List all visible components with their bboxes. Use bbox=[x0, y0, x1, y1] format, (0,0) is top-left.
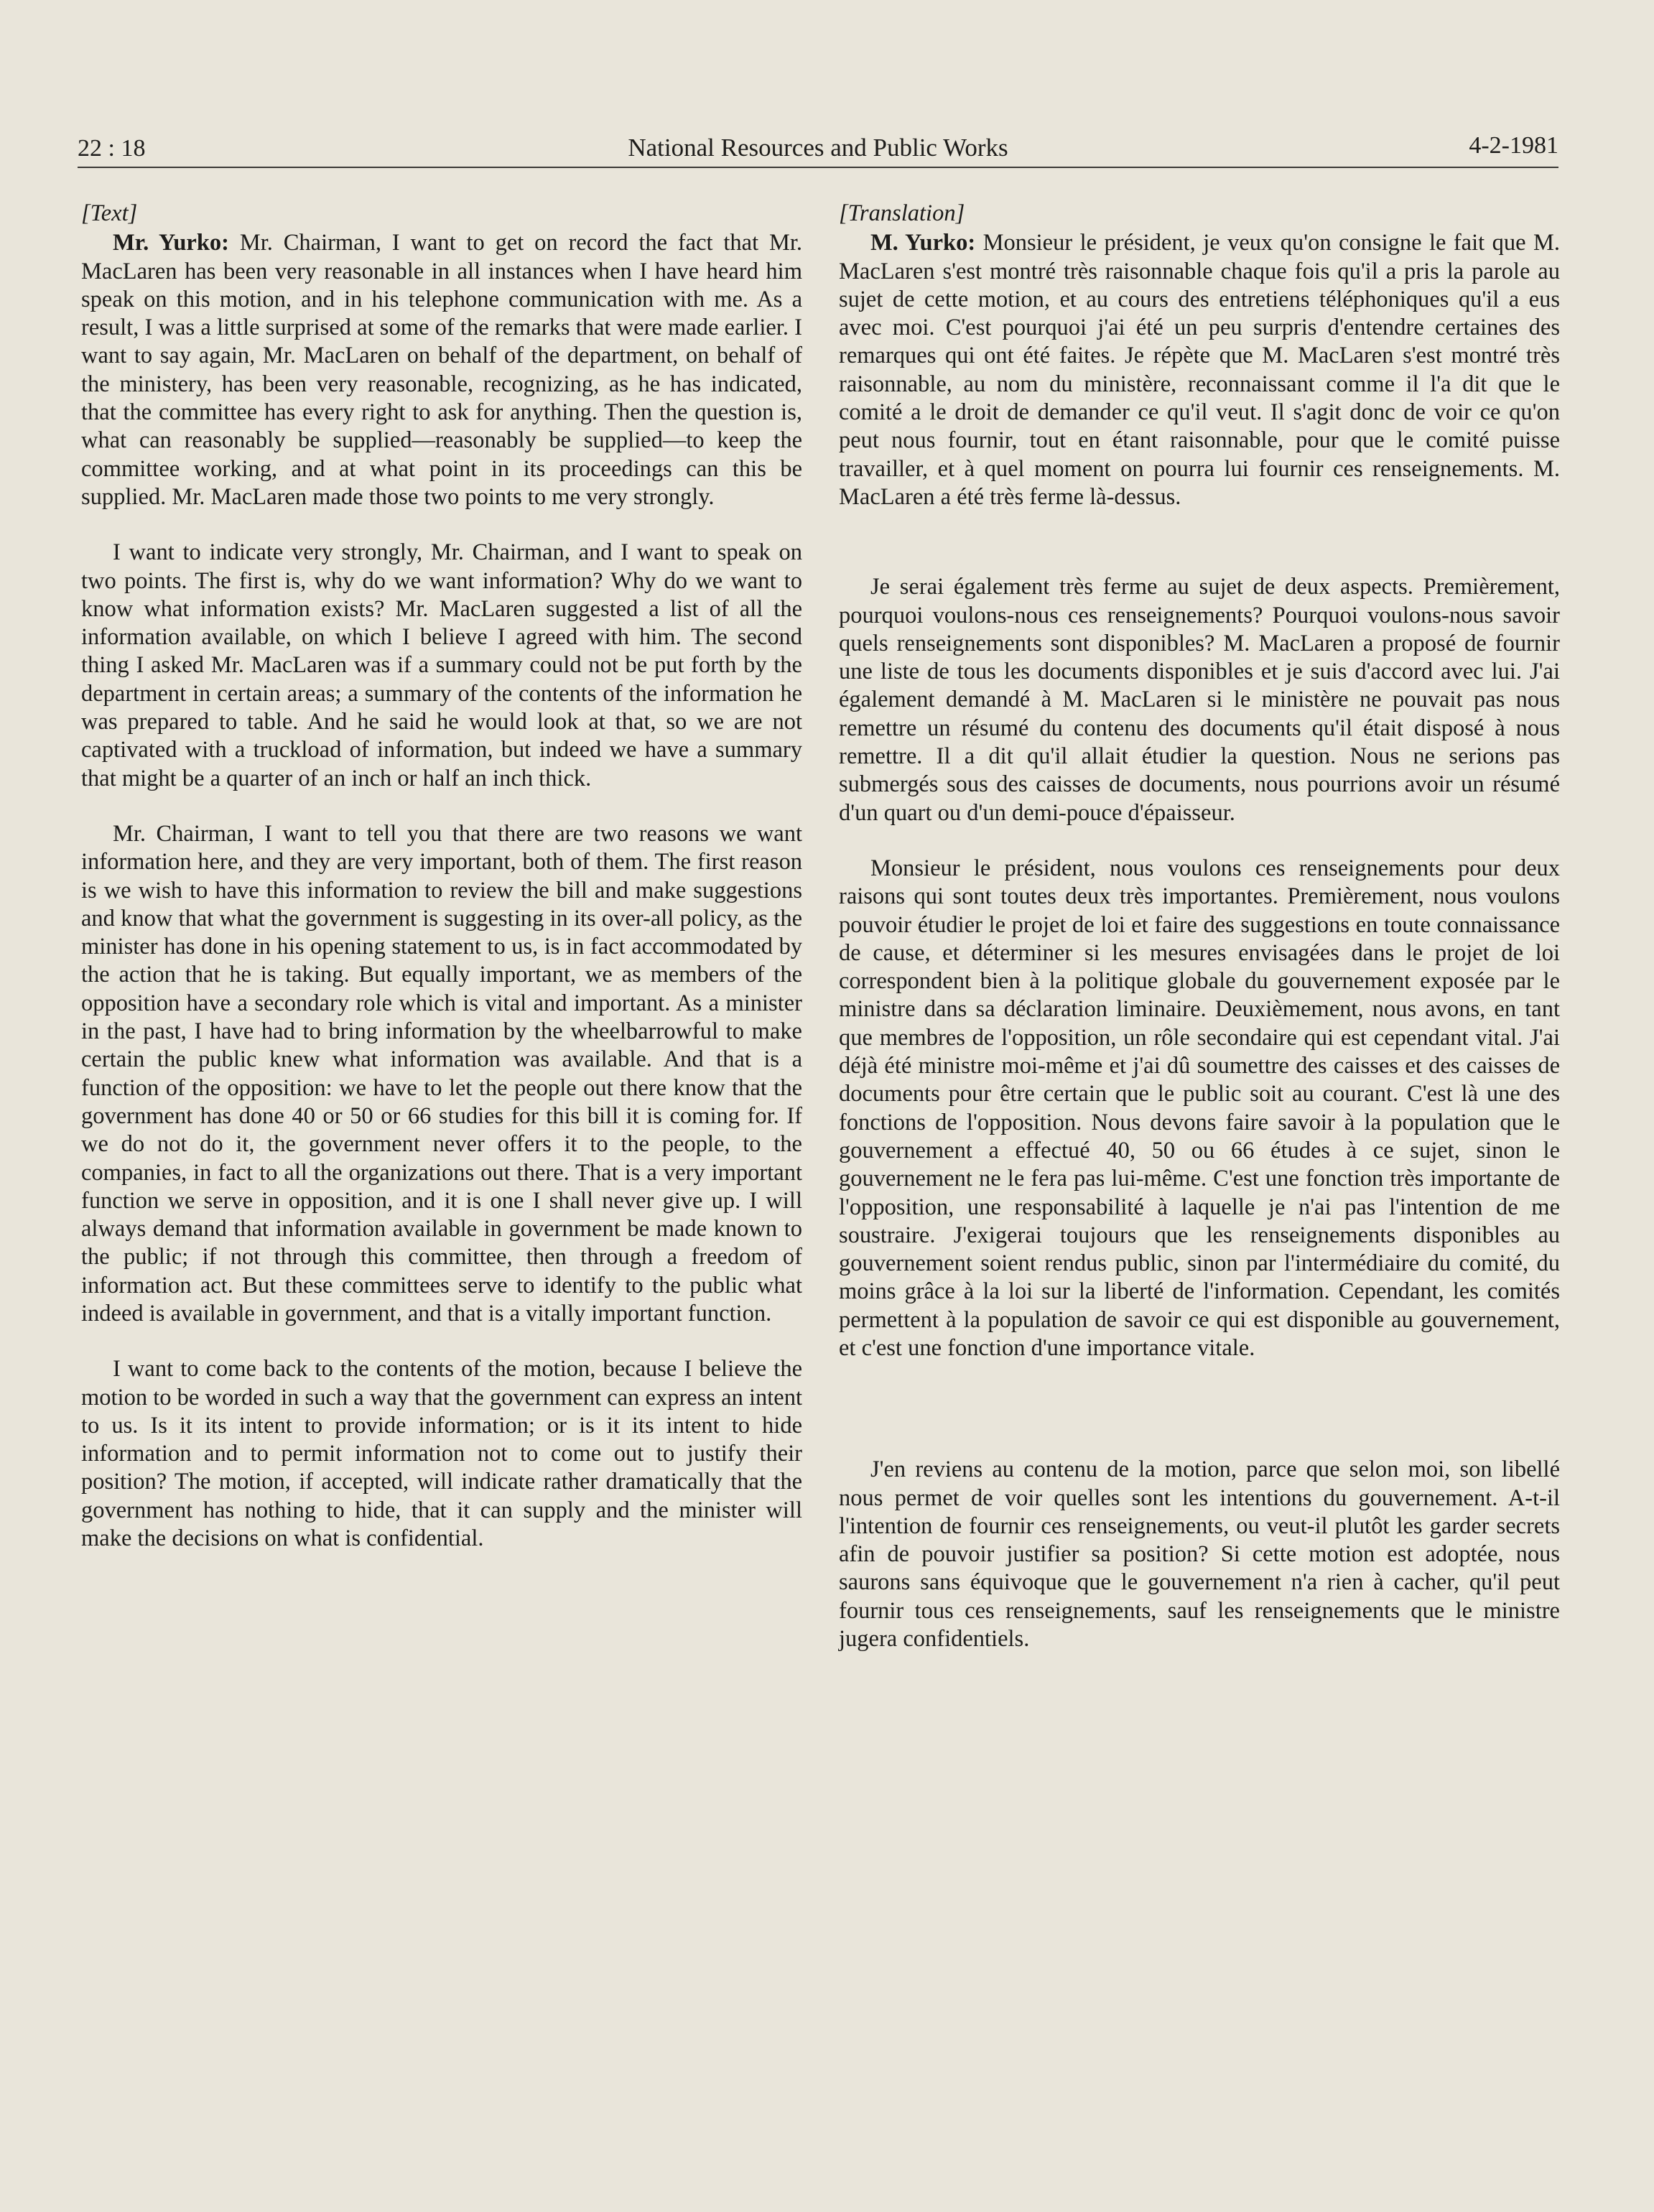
page-number: 22 : 18 bbox=[78, 135, 146, 162]
paragraph bbox=[839, 229, 1560, 511]
running-title: National Resources and Public Works bbox=[628, 134, 1008, 162]
english-column bbox=[81, 200, 802, 1553]
language-tag: [Translation] bbox=[839, 200, 965, 226]
page-header bbox=[78, 121, 1558, 168]
paragraph bbox=[81, 229, 802, 511]
french-column bbox=[839, 200, 1560, 1653]
paragraph: Mr. Chairman, I want to tell you that there are two reasons we want information here, and they are very important, both of them. The first reason is we wish to have this information to review the bill and make suggestions and know that what the government is suggesting in its over-all policy, as the minister has done in his opening statement to us, is in fact accommodated by the action that he is taking. But equally important, we as members of the opposition have a secondary role which is vital and important. As a minister in the past, I have had to bring information by the wheelbarrowful to make certain the public knew what information was available. And that is a function of the opposition: we have to let the people out there know that the government has done 40 or 50 or 66 studies for this bill it is coming for. If we do not do it, the government never offers it to the people, to the companies, in fact to all the organizations out there. That is a very important function we serve in opposition, and it is one I shall never give up. I will always demand that information available in government be made known to the public; if not through this committee, then through a freedom of information act. But these committees serve to identify to the public what indeed is available in government, and that is a vitally important function. bbox=[81, 820, 802, 1326]
paragraph: Monsieur le président, nous voulons ces renseignements pour deux raisons qui sont toutes deux très importantes. Premièrement, nous voulons pouvoir étudier le projet de loi et faire des suggestions en toute connaissance de cause, et déterminer si les mesures envisagées dans le projet de loi correspondent bien à la politique globale du gouvernement exposée par le ministre dans sa déclaration liminaire. Deuxièmement, nous avons, en tant que membres de l'opposition, un rôle secondaire qui est cependant vital. J'ai déjà été ministre moi-même et j'ai dû soumettre des caisses et des caisses de documents pour être certain que le public soit au courant. C'est là une des fonctions de l'opposition. Nous devons faire savoir à la population que le gouvernement a effectué 40, 50 ou 66 études à ce sujet, sinon le gouvernement ne le fera pas lui-même. C'est une fonction très importante de l'opposition, une responsabilité à laquelle je n'ai pas l'intention de me soustraire. J'exigerai toujours que les renseignements disponibles au gouvernement soient rendus public, sinon par l'intermédiaire du comité, du moins grâce à la loi sur la liberté de l'information. Cependant, les comités permettent à la population de savoir ce qui est disponible au gouvernement, et c'est une fonction d'une importance vitale. bbox=[839, 855, 1560, 1361]
paragraph: I want to come back to the contents of the motion, because I believe the motion to be worded in such a way that the government can express an intent to us. Is it its intent to provide information; or is it its intent to hide information and to permit information not to come out to justify their position? The motion, if accepted, will indicate rather dramatically that the government has nothing to hide, that it can supply and the minister will make the decisions on what is confidential. bbox=[81, 1356, 802, 1552]
speaker-name: M. Yurko: bbox=[870, 230, 976, 256]
speaker-name: Mr. Yurko: bbox=[113, 230, 230, 256]
paragraph: Je serai également très ferme au sujet de deux aspects. Premièrement, pourquoi voulons-nous ces renseignements? Pourquoi voulons-nous savoir quels renseignements sont disponibles? M. MacLaren a proposé de fournir une liste de tous les documents disponibles et je suis d'accord avec lui. J'ai également demandé à M. MacLaren si le ministère ne pouvait pas nous remettre un résumé du contenu des documents qu'il était disposé à nous remettre. Il a dit qu'il allait étudier la question. Nous ne serions pas submergés sous des caisses de documents, nous pourrions avoir un résumé d'un quart ou d'un demi-pouce d'épaisseur. bbox=[839, 574, 1560, 826]
page-date: 4-2-1981 bbox=[1469, 132, 1558, 159]
paragraph-text: Mr. Chairman, I want to get on record the fact that Mr. MacLaren has been very reasonable in all instances when I have heard him speak on this motion, and in his telephone communication with me. As a result, I was a little surprised at some of the remarks that were made earlier. I want to say again, Mr. MacLaren on behalf of the department, on behalf of the ministery, has been very reasonable, recognizing, as he has indicated, that the committee has every right to ask for anything. Then the question is, what can reasonably be supplied—reasonably be supplied—to keep the committee working, and at what point in its proceedings can this be supplied. Mr. MacLaren made those two points to me very strongly. bbox=[81, 230, 803, 510]
paragraph: I want to indicate very strongly, Mr. Chairman, and I want to speak on two points. The first is, why do we want information? Why do we want to know what information exists? Mr. MacLaren suggested a list of all the information available, on which I believe I agreed with him. The second thing I asked Mr. MacLaren was if a summary could not be put forth by the department in certain areas; a summary of the contents of the information he was prepared to table. And he said he would look at that, so we are not captivated with a truckload of information, but indeed we have a summary that might be a quarter of an inch or half an inch thick. bbox=[81, 539, 802, 791]
paragraph-text: Monsieur le président, je veux qu'on consigne le fait que M. MacLaren s'est montré très raisonnable chaque fois qu'il a pris la parole au sujet de cette motion, et au cours des entretiens téléphoniques qu'il a eus avec moi. C'est pourquoi j'ai été un peu surpris d'entendre certaines des remarques qui ont été faites. Je répète que M. MacLaren s'est montré très raisonnable, au nom du ministère, reconnaissant comme il l'a dit que le comité a le droit de demander ce qu'il veut. Il s'agit donc de voir ce qu'on peut nous fournir, tout en étant raisonnable, pour que le comité puisse travailler, et à quel moment on pourra lui fournir ces renseignements. M. MacLaren a été très ferme là-dessus. bbox=[839, 230, 1560, 510]
language-tag: [Text] bbox=[81, 200, 138, 226]
paragraph: J'en reviens au contenu de la motion, parce que selon moi, son libellé nous permet de voir quelles sont les intentions du gouvernement. A-t-il l'intention de fournir ces renseignements, ou veut-il plutôt les garder secrets afin de pouvoir justifier sa position? Si cette motion est adoptée, nous saurons sans équivoque que le gouvernement n'a rien à cacher, qu'il peut fournir tous ces renseignements, sauf les renseignements que le ministre jugera confidentiels. bbox=[839, 1456, 1560, 1653]
